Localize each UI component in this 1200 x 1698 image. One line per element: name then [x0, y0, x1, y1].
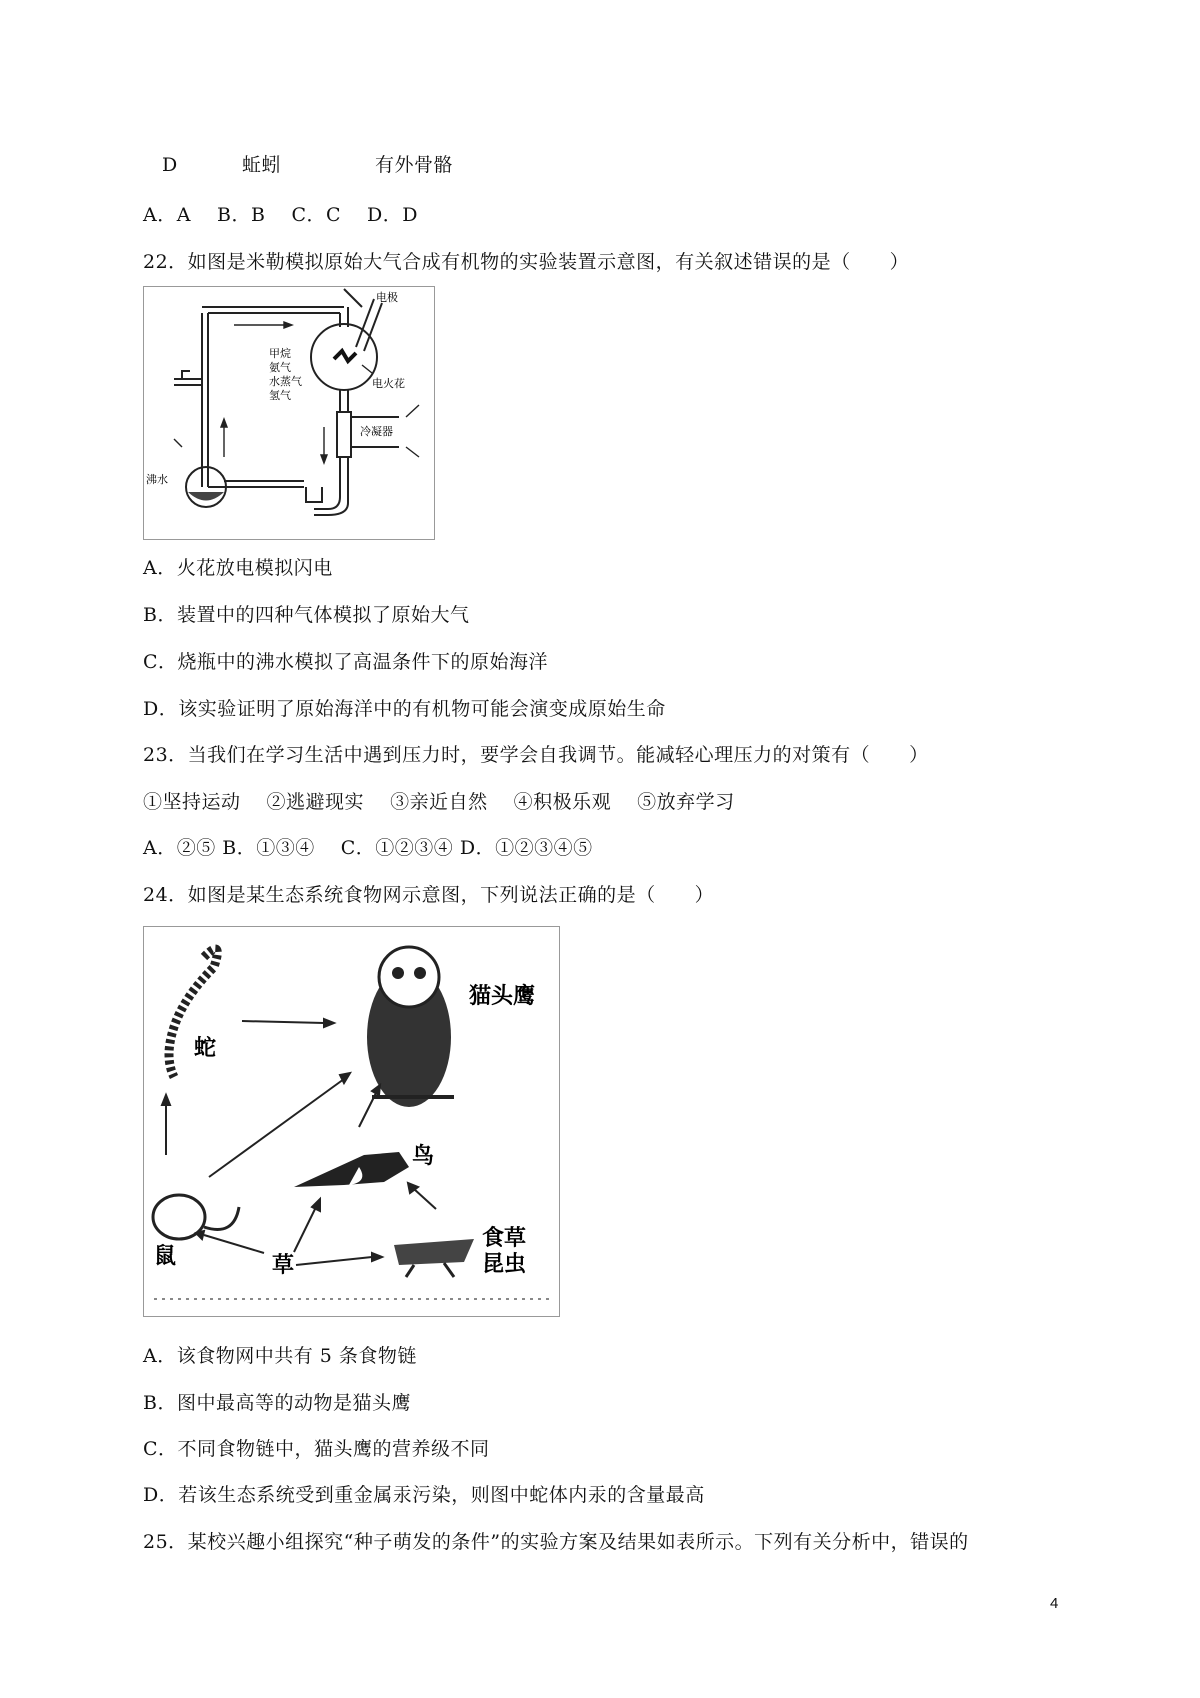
q24-option-c: C．不同食物链中，猫头鹰的营养级不同 — [143, 1438, 490, 1460]
q24-option-a: A．该食物网中共有 5 条食物链 — [143, 1345, 417, 1367]
owl-drawing — [367, 947, 454, 1107]
q24-option-d: D．若该生态系统受到重金属汞污染，则图中蛇体内汞的含量最高 — [143, 1484, 705, 1506]
q21-row-d-feature: 有外骨骼 — [375, 154, 454, 176]
label-gas-3: 水蒸气 — [269, 375, 302, 388]
label-insect-1: 食草 — [482, 1226, 527, 1251]
miller-apparatus-figure — [143, 286, 435, 540]
food-web-figure — [143, 926, 560, 1317]
q23-stem: 23．当我们在学习生活中遇到压力时，要学会自我调节。能减轻心理压力的对策有（ ） — [143, 744, 929, 766]
label-owl: 猫头鹰 — [469, 984, 536, 1009]
q21-options: A．A B．B C．C D．D — [143, 204, 419, 226]
label-spark: 电火花 — [372, 377, 405, 390]
label-grass: 草 — [272, 1253, 295, 1278]
q23-options: A．②⑤ B．①③④ C．①②③④ D．①②③④⑤ — [143, 837, 593, 859]
label-gas-1: 甲烷 — [269, 347, 291, 360]
q22-option-a: A．火花放电模拟闪电 — [143, 557, 333, 579]
bird-drawing — [294, 1152, 409, 1187]
insect-drawing — [394, 1239, 474, 1277]
page-number: 4 — [1050, 1595, 1059, 1612]
label-mouse: 鼠 — [154, 1244, 177, 1269]
label-gas-4: 氢气 — [269, 389, 291, 402]
label-bird: 鸟 — [412, 1144, 435, 1169]
label-electrode: 电极 — [376, 291, 398, 304]
label-boiling-water: 沸水 — [146, 473, 168, 486]
miller-apparatus-diagram — [144, 287, 434, 539]
q22-option-c: C．烧瓶中的沸水模拟了高温条件下的原始海洋 — [143, 651, 549, 673]
label-gas-2: 氨气 — [269, 361, 291, 374]
q23-items: ①坚持运动 ②逃避现实 ③亲近自然 ④积极乐观 ⑤放弃学习 — [143, 791, 735, 813]
label-condenser: 冷凝器 — [360, 425, 393, 438]
q25-stem: 25．某校兴趣小组探究“种子萌发的条件”的实验方案及结果如表所示。下列有关分析中，错误的 — [143, 1531, 969, 1553]
label-snake: 蛇 — [194, 1036, 217, 1061]
q24-stem: 24．如图是某生态系统食物网示意图，下列说法正确的是（ ） — [143, 884, 715, 906]
q22-option-d: D．该实验证明了原始海洋中的有机物可能会演变成原始生命 — [143, 698, 666, 720]
label-insect-2: 昆虫 — [482, 1252, 527, 1277]
q21-row-d-letter: D — [162, 154, 178, 176]
q22-option-b: B．装置中的四种气体模拟了原始大气 — [143, 604, 470, 626]
q22-stem: 22．如图是米勒模拟原始大气合成有机物的实验装置示意图，有关叙述错误的是（ ） — [143, 251, 910, 273]
food-web-diagram — [144, 927, 559, 1316]
q21-row-d-animal: 蚯蚓 — [242, 154, 282, 176]
q24-option-b: B．图中最高等的动物是猫头鹰 — [143, 1392, 411, 1414]
